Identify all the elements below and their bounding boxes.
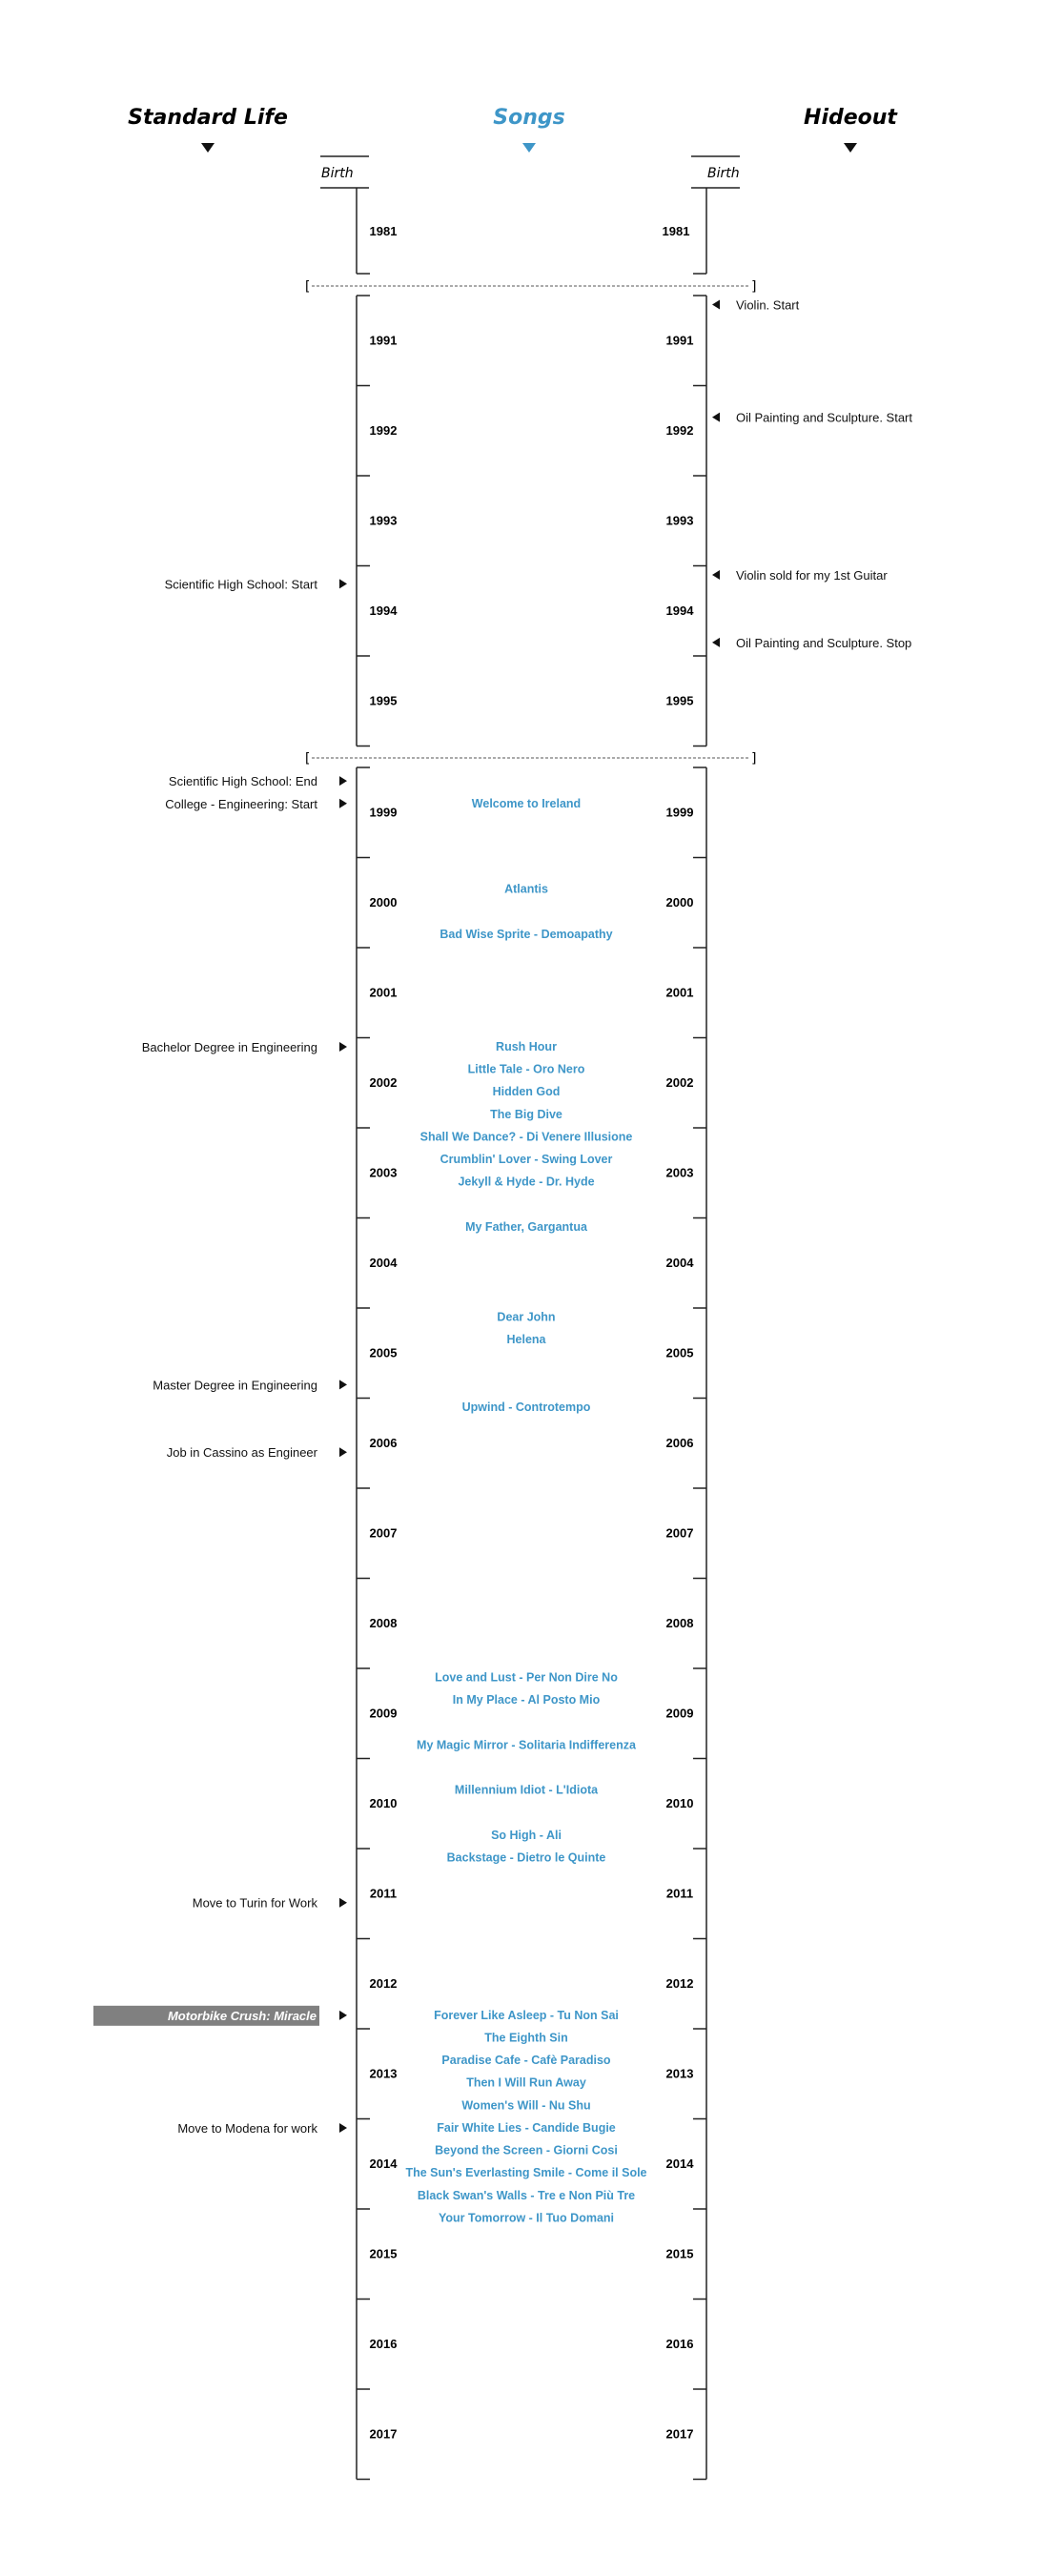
year-label-right: 2007 xyxy=(665,1525,694,1541)
year-label-right: 2013 xyxy=(665,2066,694,2081)
song-title: Helena xyxy=(506,1333,546,1347)
song-title: Women's Will - Nu Shu xyxy=(461,2098,591,2113)
arrow-left-icon xyxy=(712,299,720,309)
hideout-event: Violin sold for my 1st Guitar xyxy=(736,567,888,583)
column-left-down-icon xyxy=(201,143,215,153)
song-title: In My Place - Al Posto Mio xyxy=(452,1693,601,1707)
standard-life-event: Job in Cassino as Engineer xyxy=(166,1445,317,1461)
song-title: Then I Will Run Away xyxy=(466,2075,586,2090)
standard-life-event: Bachelor Degree in Engineering xyxy=(141,1039,317,1054)
song-title: Fair White Lies - Candide Bugie xyxy=(437,2120,616,2135)
song-title: Your Tomorrow - Il Tuo Domani xyxy=(438,2211,615,2225)
song-title: Shall We Dance? - Di Venere Illusione xyxy=(419,1130,633,1144)
hideout-event: Oil Painting and Sculpture. Stop xyxy=(736,635,912,650)
year-label-right: 2011 xyxy=(665,1886,694,1901)
year-label-right: 1991 xyxy=(665,333,694,348)
birth-year-left: 1981 xyxy=(369,224,398,238)
year-label-left: 2001 xyxy=(369,985,398,1000)
year-label-left: 2017 xyxy=(369,2426,398,2442)
year-label-right: 1999 xyxy=(665,805,694,820)
year-label-right: 2017 xyxy=(665,2426,694,2442)
year-label-right: 1993 xyxy=(665,513,694,528)
year-label-left: 2010 xyxy=(369,1795,398,1810)
year-label-left: 2014 xyxy=(369,2156,398,2171)
gap-marker-1 xyxy=(303,279,758,295)
arrow-right-icon xyxy=(339,1447,347,1457)
birth-label-right: Birth xyxy=(707,166,740,181)
year-label-right: 1995 xyxy=(665,693,694,708)
year-label-right: 2003 xyxy=(665,1165,694,1180)
standard-life-event: Move to Modena for work xyxy=(177,2120,317,2136)
song-title: Upwind - Controtempo xyxy=(461,1400,591,1414)
year-label-right: 2009 xyxy=(665,1706,694,1721)
year-label-left: 2013 xyxy=(369,2066,398,2081)
year-label-right: 2005 xyxy=(665,1345,694,1360)
song-title: Beyond the Screen - Giorni Cosi xyxy=(435,2143,618,2157)
arrow-right-icon xyxy=(339,579,347,588)
column-title-standard-life: Standard Life xyxy=(128,106,288,130)
year-label-left: 1993 xyxy=(369,513,398,528)
arrow-right-icon xyxy=(339,799,347,808)
arrow-right-icon xyxy=(339,1898,347,1908)
hideout-events xyxy=(712,297,912,649)
arrow-left-icon xyxy=(712,413,720,422)
songs-list xyxy=(405,797,646,2225)
year-label-right: 2006 xyxy=(665,1435,694,1450)
year-label-left: 2004 xyxy=(369,1255,398,1270)
song-title: The Eighth Sin xyxy=(484,2031,568,2045)
standard-life-event: Master Degree in Engineering xyxy=(153,1378,317,1393)
year-label-right: 2008 xyxy=(665,1615,694,1630)
year-label-left: 2015 xyxy=(369,2246,398,2261)
column-title-songs: Songs xyxy=(493,106,565,130)
year-label-left: 2000 xyxy=(369,894,398,910)
standard-life-events xyxy=(93,577,347,2136)
year-label-right: 2010 xyxy=(665,1795,694,1810)
hideout-event: Violin. Start xyxy=(736,297,800,313)
song-title: So High - Ali xyxy=(491,1828,562,1842)
birth-year-right: 1981 xyxy=(662,224,690,238)
year-label-right: 2015 xyxy=(665,2246,694,2261)
standard-life-event: Scientific High School: End xyxy=(168,774,317,789)
year-label-left: 2005 xyxy=(369,1345,398,1360)
arrow-right-icon xyxy=(339,776,347,786)
standard-life-event: Motorbike Crush: Miracle xyxy=(167,2008,317,2023)
year-label-right: 2016 xyxy=(665,2336,694,2351)
birth-section xyxy=(320,156,740,274)
arrow-left-icon xyxy=(712,570,720,580)
arrow-right-icon xyxy=(339,1380,347,1389)
song-title: The Big Dive xyxy=(490,1107,562,1121)
svg-text:]: ] xyxy=(750,751,759,767)
svg-text:[: [ xyxy=(303,751,312,767)
column-right-down-icon xyxy=(844,143,857,153)
year-label-left: 2009 xyxy=(369,1706,398,1721)
year-label-right: 2001 xyxy=(665,985,694,1000)
year-label-right: 2012 xyxy=(665,1975,694,1991)
year-label-left: 2012 xyxy=(369,1975,398,1991)
birth-label-left: Birth xyxy=(321,166,354,181)
standard-life-event: Move to Turin for Work xyxy=(192,1895,317,1911)
song-title: Paradise Cafe - Cafè Paradiso xyxy=(441,2054,611,2068)
svg-text:]: ] xyxy=(750,279,759,295)
year-label-right: 2014 xyxy=(665,2156,694,2171)
year-label-left: 1992 xyxy=(369,422,398,438)
year-label-right: 1994 xyxy=(665,603,694,618)
gap-marker-2 xyxy=(303,751,758,767)
song-title: Millennium Idiot - L'Idiota xyxy=(454,1783,599,1797)
arrow-right-icon xyxy=(339,2123,347,2133)
year-label-right: 2002 xyxy=(665,1074,694,1090)
year-label-right: 2000 xyxy=(665,894,694,910)
year-label-left: 1991 xyxy=(369,333,398,348)
song-title: Atlantis xyxy=(504,882,548,896)
song-title: Dear John xyxy=(497,1310,556,1324)
year-label-left: 1994 xyxy=(369,603,398,618)
column-title-hideout: Hideout xyxy=(804,106,897,130)
standard-life-event: College - Engineering: Start xyxy=(165,796,317,811)
song-title: Rush Hour xyxy=(496,1039,557,1053)
song-title: Little Tale - Oro Nero xyxy=(467,1062,585,1076)
arrow-right-icon xyxy=(339,1042,347,1052)
hideout-event: Oil Painting and Sculpture. Start xyxy=(736,410,912,425)
year-label-left: 2011 xyxy=(369,1886,398,1901)
song-title: Welcome to Ireland xyxy=(471,796,582,810)
song-title: The Sun's Everlasting Smile - Come il Sole xyxy=(405,2166,647,2180)
year-label-right: 1992 xyxy=(665,422,694,438)
year-label-left: 2008 xyxy=(369,1615,398,1630)
song-title: Jekyll & Hyde - Dr. Hyde xyxy=(458,1175,595,1189)
year-label-right: 2004 xyxy=(665,1255,694,1270)
year-label-left: 2006 xyxy=(369,1435,398,1450)
year-label-left: 2003 xyxy=(369,1165,398,1180)
year-label-left: 2007 xyxy=(369,1525,398,1541)
song-title: Hidden God xyxy=(492,1085,561,1099)
song-title: Black Swan's Walls - Tre e Non Più Tre xyxy=(417,2188,636,2202)
song-title: Love and Lust - Per Non Dire No xyxy=(435,1670,618,1685)
year-label-left: 2002 xyxy=(369,1074,398,1090)
svg-text:[: [ xyxy=(303,279,312,295)
column-middle-down-icon xyxy=(522,143,536,153)
arrow-right-icon xyxy=(339,2011,347,2020)
song-title: Crumblin' Lover - Swing Lover xyxy=(440,1153,613,1167)
year-label-left: 1995 xyxy=(369,693,398,708)
arrow-left-icon xyxy=(712,638,720,647)
song-title: Forever Like Asleep - Tu Non Sai xyxy=(434,2008,619,2022)
song-title: My Father, Gargantua xyxy=(465,1219,587,1234)
song-title: My Magic Mirror - Solitaria Indifferenza xyxy=(417,1738,636,1752)
year-label-left: 2016 xyxy=(369,2336,398,2351)
song-title: Bad Wise Sprite - Demoapathy xyxy=(440,927,613,941)
standard-life-event: Scientific High School: Start xyxy=(164,577,317,592)
song-title: Backstage - Dietro le Quinte xyxy=(446,1850,606,1865)
year-label-left: 1999 xyxy=(369,805,398,820)
